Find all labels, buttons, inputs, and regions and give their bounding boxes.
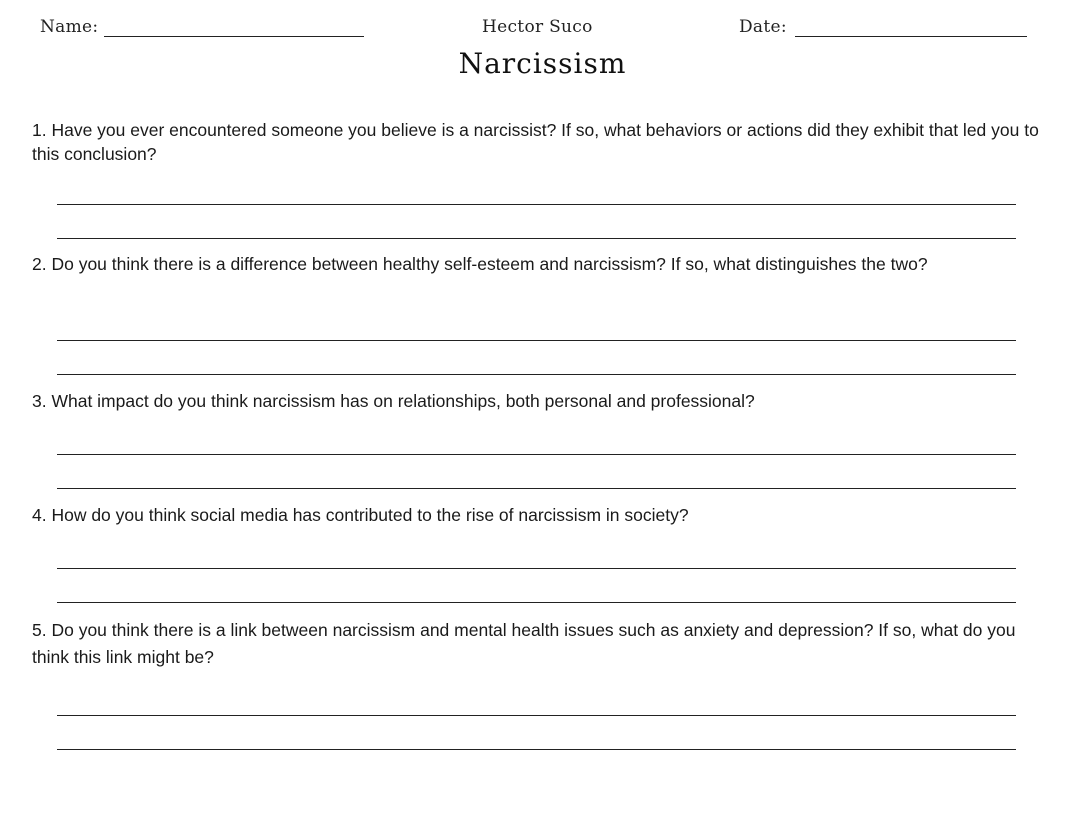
answer-line-3-1[interactable] — [57, 454, 1016, 455]
answer-line-5-1[interactable] — [57, 715, 1016, 716]
answer-line-3-2[interactable] — [57, 488, 1016, 489]
name-field-line[interactable] — [104, 36, 364, 37]
question-2: 2. Do you think there is a difference between healthy self-esteem and narcissism? If so, what distinguishes the two? — [32, 254, 928, 274]
answer-line-5-2[interactable] — [57, 749, 1016, 750]
date-field-line[interactable] — [795, 36, 1027, 37]
answer-line-2-2[interactable] — [57, 374, 1016, 375]
answer-line-4-1[interactable] — [57, 568, 1016, 569]
question-3: 3. What impact do you think narcissism has on relationships, both personal and professional? — [32, 391, 755, 411]
answer-line-1-2[interactable] — [57, 238, 1016, 239]
answer-line-2-1[interactable] — [57, 340, 1016, 341]
answer-line-4-2[interactable] — [57, 602, 1016, 603]
question-4: 4. How do you think social media has contributed to the rise of narcissism in society? — [32, 505, 689, 525]
date-label: Date: — [739, 17, 787, 37]
question-1: 1. Have you ever encountered someone you believe is a narcissist? If so, what behaviors or actions did they exhibit that led you to this conclusion? — [32, 120, 1039, 164]
page-title: Narcissism — [458, 47, 627, 80]
question-5: 5. Do you think there is a link between narcissism and mental health issues such as anxiety and depression? If so, what do you think this link might be? — [32, 620, 1016, 667]
author-name: Hector Suco — [482, 17, 593, 37]
answer-line-1-1[interactable] — [57, 204, 1016, 205]
name-label: Name: — [40, 17, 99, 37]
